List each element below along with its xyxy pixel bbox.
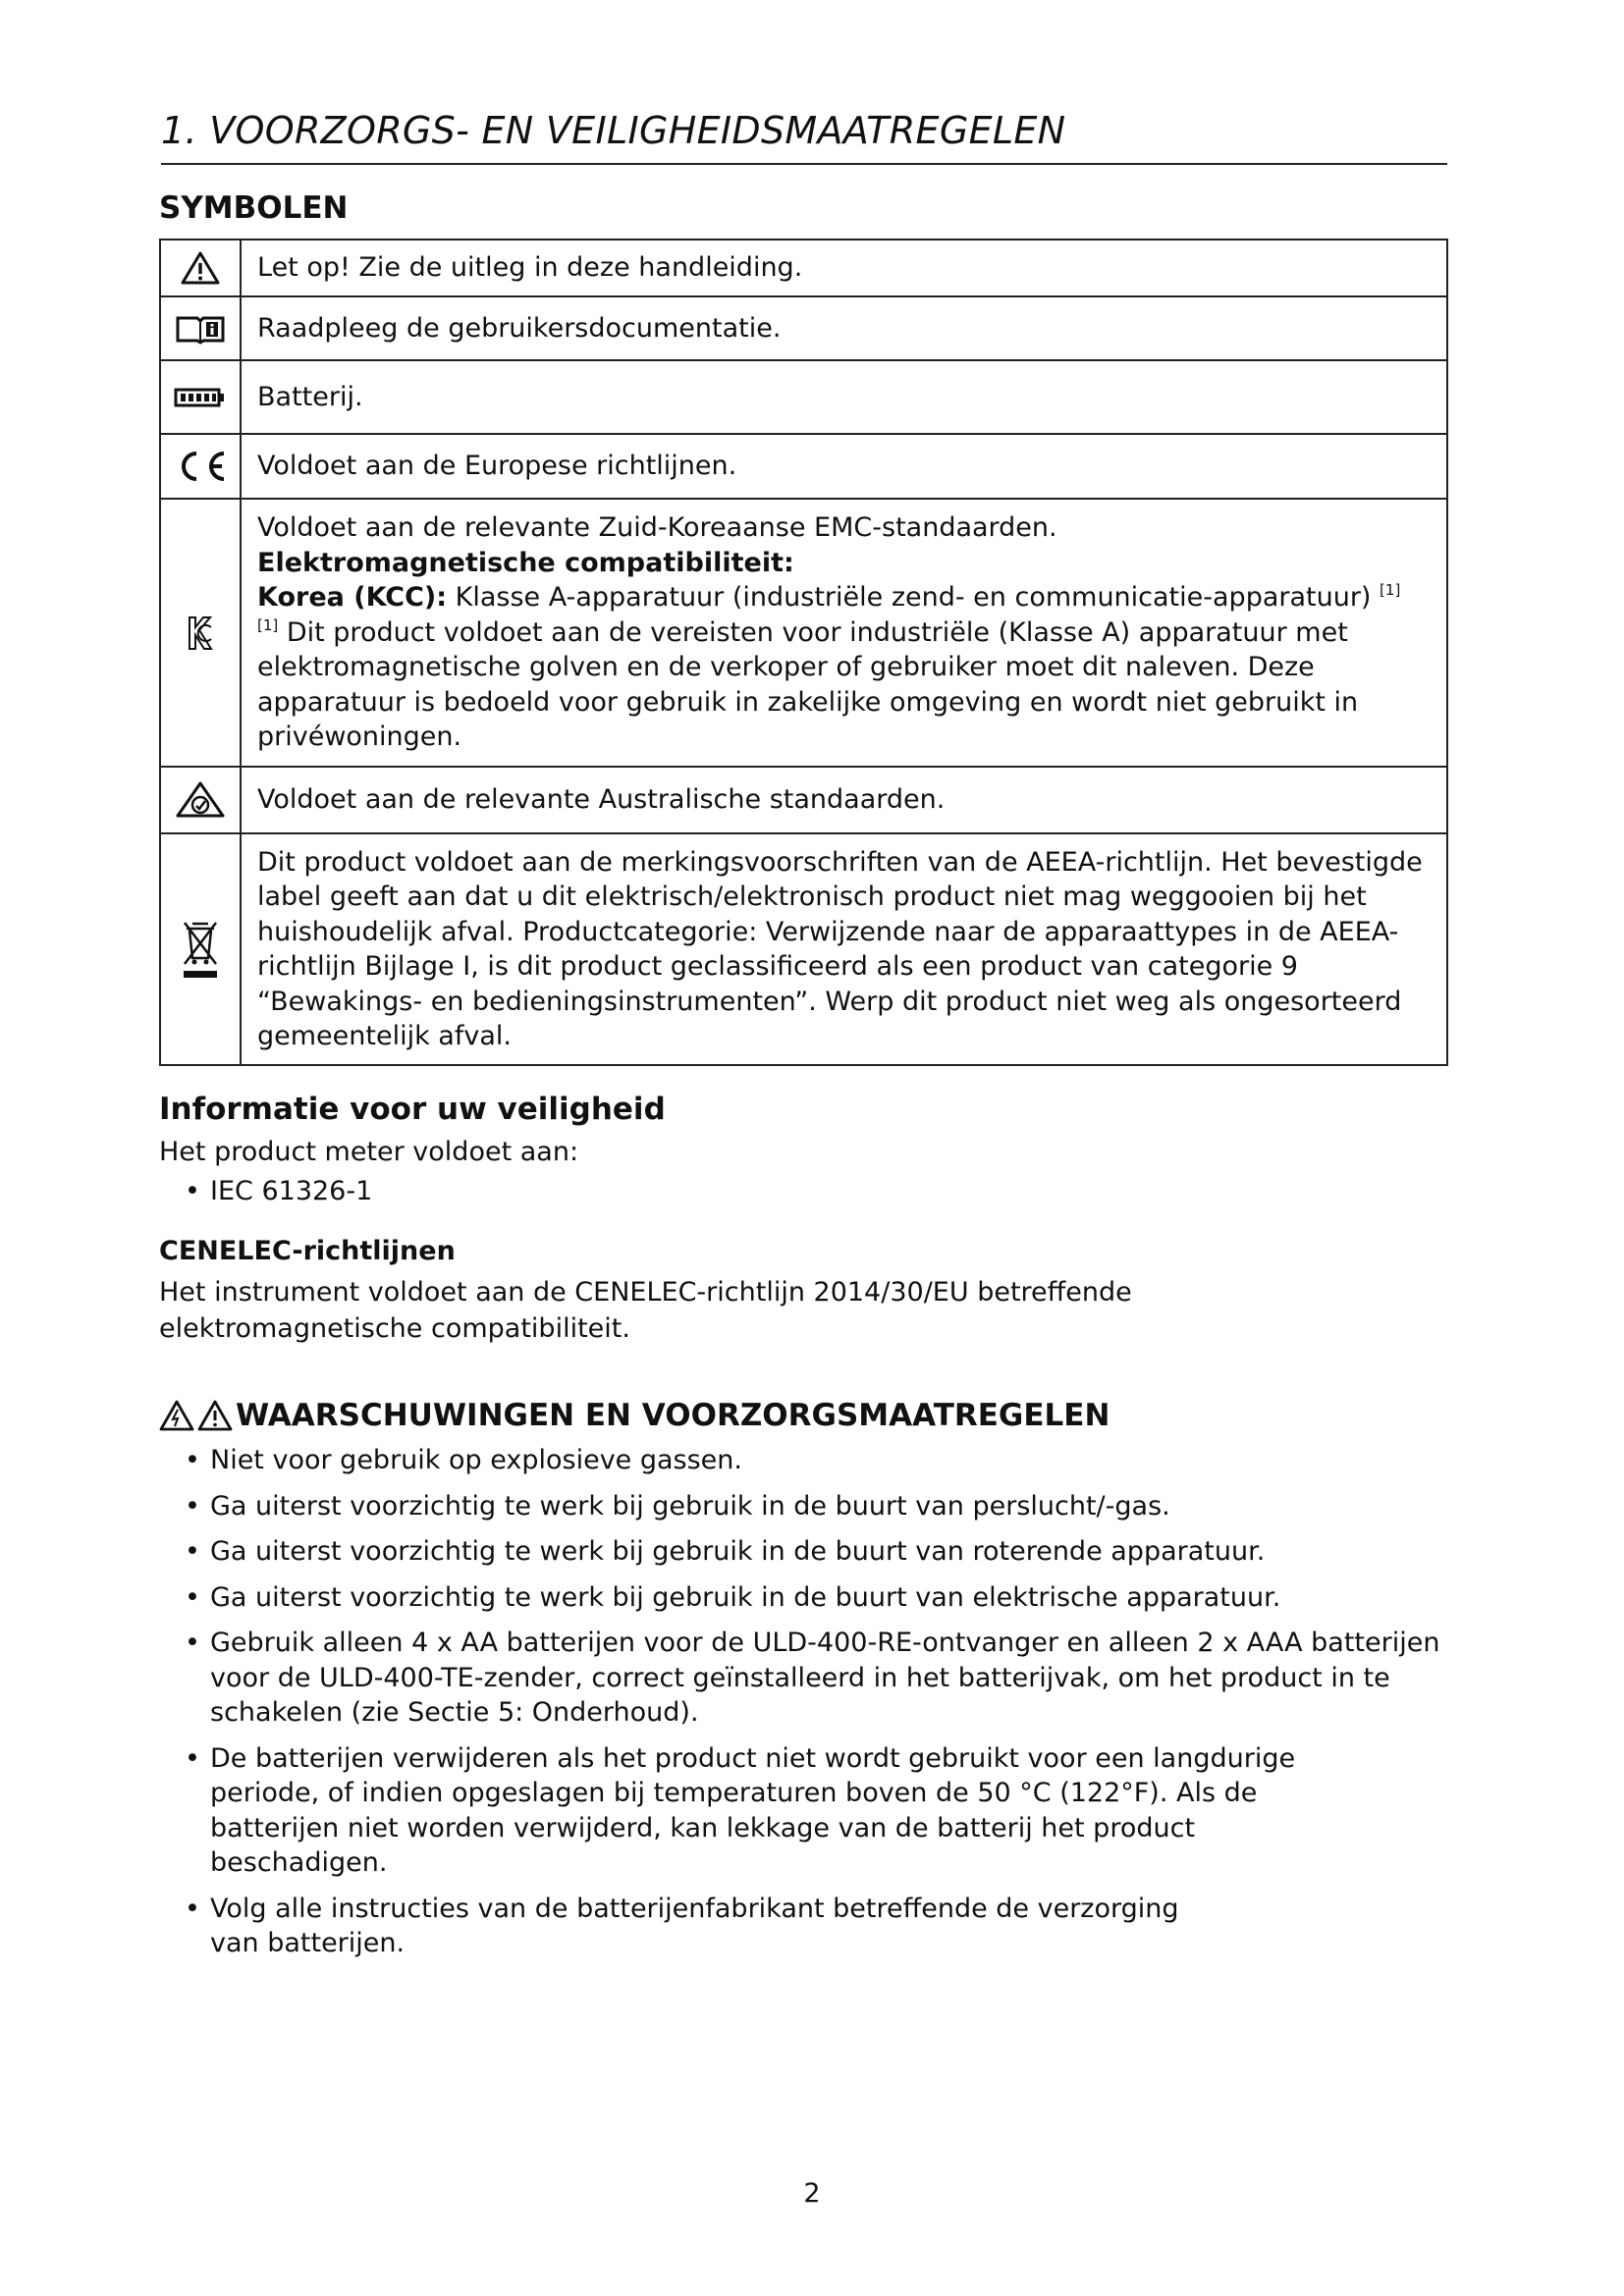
ce-text: Voldoet aan de Europese richtlijnen.	[241, 434, 1447, 499]
symbol-row-manual	[160, 296, 1447, 360]
kc-line1: Voldoet aan de relevante Zuid-Koreaanse EMC-standaarden.	[257, 512, 1057, 544]
warning-item: • Ga uiterst voorzichtig te werk bij gebruik in de buurt van perslucht/-gas.	[185, 1489, 1447, 1524]
symbol-row-weee	[160, 833, 1447, 1065]
rcm-text: Voldoet aan de relevante Australische standaarden.	[241, 767, 1447, 833]
warning-item: • De batterijen verwijderen als het product niet wordt gebruikt voor een langdurige periode, of indien opgeslagen bij temperaturen boven de 50 °C (122°F). Als de batterijen niet worden verwijderd, kan lekkage van de batterij het product beschadigen.	[185, 1741, 1329, 1881]
warning-item: • Ga uiterst voorzichtig te werk bij gebruik in de buurt van roterende apparatuur.	[185, 1534, 1447, 1570]
caution-text: Let op! Zie de uitleg in deze handleiding.	[241, 240, 1447, 296]
manual-icon-cell	[160, 296, 241, 360]
weee-icon-cell	[160, 833, 241, 1065]
weee-crossed-bin-icon	[181, 919, 220, 980]
symbol-row-caution	[160, 240, 1447, 296]
standard-item: • IEC 61326-1	[185, 1173, 1447, 1209]
kc-korea-text: Klasse A-apparatuur (industriële zend- en communicatie-apparatuur)	[447, 582, 1380, 614]
kc-mark-icon	[186, 614, 215, 653]
battery-text: Batterij.	[241, 360, 1447, 434]
kc-emc-label: Elektromagnetische compatibiliteit:	[257, 547, 794, 578]
battery-icon	[174, 386, 227, 409]
symbol-row-rcm	[160, 767, 1447, 833]
warning-item: • Ga uiterst voorzichtig te werk bij gebruik in de buurt van elektrische apparatuur.	[185, 1580, 1447, 1616]
battery-icon-cell	[160, 360, 241, 434]
warnings-list	[159, 1443, 1447, 1961]
warnings-heading-text: WAARSCHUWINGEN EN VOORZORGSMAATREGELEN	[236, 1398, 1110, 1433]
safety-intro: Het product meter voldoet aan:	[159, 1137, 579, 1167]
page-number: 2	[803, 2178, 821, 2209]
safety-heading: Informatie voor uw veiligheid	[159, 1092, 666, 1127]
ce-mark-icon	[173, 449, 228, 484]
symbols-table	[159, 239, 1448, 1066]
rcm-mark-icon	[176, 781, 225, 819]
warning-item: • Volg alle instructies van de batterijenfabrikant betreffende de verzorging van batterijen.	[185, 1892, 1231, 1961]
standards-list	[159, 1173, 1447, 1209]
symbol-row-battery	[160, 360, 1447, 434]
kc-korea-label: Korea (KCC):	[257, 582, 448, 614]
kc-icon-cell	[160, 499, 241, 767]
manual-text: Raadpleeg de gebruikersdocumentatie.	[241, 296, 1447, 360]
chapter-title: 1. VOORZORGS- EN VEILIGHEIDSMAATREGELEN	[161, 108, 1447, 165]
caution-icon-cell	[160, 240, 241, 296]
symbol-row-kc	[160, 499, 1447, 767]
kc-ref: [1]	[1380, 581, 1401, 600]
kc-text-cell	[241, 499, 1447, 767]
rcm-icon-cell	[160, 767, 241, 833]
warning-triangle-icon	[181, 251, 220, 285]
cenelec-text: Het instrument voldoet aan de CENELEC-richtlijn 2014/30/EU betreffende elektromagnetische compatibiliteit.	[159, 1277, 1132, 1344]
manual-info-icon	[175, 313, 226, 345]
cenelec-heading: CENELEC-richtlijnen	[159, 1236, 456, 1266]
warnings-heading	[159, 1396, 1447, 1435]
electrical-hazard-triangle-icon	[159, 1400, 194, 1431]
page-content	[159, 108, 1447, 1972]
warning-item: • Niet voor gebruik op explosieve gassen.	[185, 1443, 1447, 1478]
kc-footnote-text: Dit product voldoet aan de vereisten voor industriële (Klasse A) apparatuur met elektromagnetische golven en de verkoper of gebruiker moet dit naleven. Deze apparatuur is bedoeld voor gebruik in zakelijke omgeving en wordt niet gebruikt in privéwoningen.	[257, 616, 1359, 753]
symbols-heading: SYMBOLEN	[159, 190, 349, 226]
kc-footnote	[257, 615, 1435, 755]
ce-icon-cell	[160, 434, 241, 499]
symbol-row-ce	[160, 434, 1447, 499]
weee-text: Dit product voldoet aan de merkingsvoorschriften van de AEEA-richtlijn. Het bevestigde label geeft aan dat u dit elektrisch/elektronisch product niet mag weggooien bij het huishoudelijk afval. Productcategorie: Verwijzende naar de apparaattypes in de AEEA-richtlijn Bijlage I, is dit product geclassificeerd als een product van categorie 9 “Bewakings- en bedieningsinstrumenten”. Werp dit product niet weg als ongesorteerd gemeentelijk afval.	[241, 833, 1447, 1065]
warning-triangle-icon	[197, 1400, 233, 1431]
kc-korea-line	[257, 580, 1435, 615]
warning-item: • Gebruik alleen 4 x AA batterijen voor de ULD-400-RE-ontvanger en alleen 2 x AAA batterijen voor de ULD-400-TE-zender, correct geïnstalleerd in het batterijvak, om het product in te schakelen (zie Sectie 5: Onderhoud).	[185, 1626, 1447, 1731]
kc-footnote-ref: [1]	[257, 615, 279, 634]
